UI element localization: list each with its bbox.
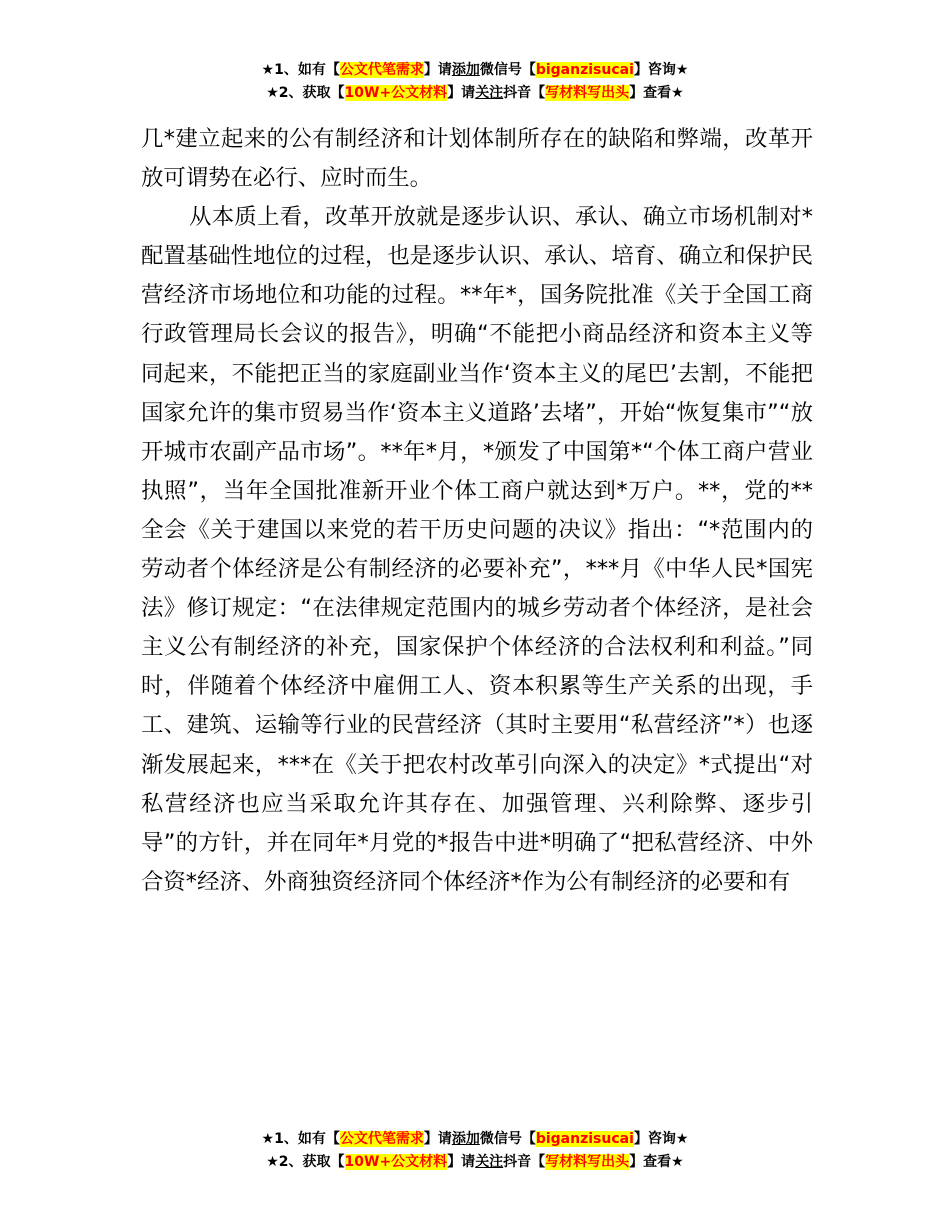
banner-highlight: 公文代笔需求 bbox=[339, 1131, 424, 1147]
banner-text: ★1、如有【 bbox=[261, 62, 340, 78]
paragraph: 几*建立起来的公有制经济和计划体制所存在的缺陷和弊端，改革开放可谓势在必行、应时而生。 bbox=[141, 126, 813, 192]
banner-highlight: 10W+公文材料 bbox=[344, 1154, 448, 1170]
banner-text: ★1、如有【 bbox=[261, 1131, 340, 1147]
banner-text: 微信号【 bbox=[479, 1131, 536, 1147]
banner-line-1 bbox=[0, 1128, 950, 1151]
banner-text: 】请 bbox=[423, 1131, 452, 1147]
banner-highlight: 公文代笔需求 bbox=[339, 62, 424, 78]
banner-underlined: 关注 bbox=[475, 85, 504, 101]
banner-text: 】请 bbox=[447, 1154, 476, 1170]
banner-text: ★2、获取【 bbox=[266, 85, 345, 101]
banner-text: 】查看★ bbox=[629, 85, 684, 101]
banner-text: 】咨询★ bbox=[633, 62, 689, 78]
banner-highlight: 写材料写出头 bbox=[545, 1154, 630, 1170]
banner-text: 】咨询★ bbox=[633, 1131, 689, 1147]
banner-text: 抖音【 bbox=[503, 1154, 546, 1170]
banner-underlined: 添加 bbox=[451, 62, 480, 78]
header-banner bbox=[0, 59, 950, 105]
banner-text: ★2、获取【 bbox=[266, 1154, 345, 1170]
banner-text: 】请 bbox=[423, 62, 452, 78]
banner-text: 微信号【 bbox=[479, 62, 536, 78]
banner-highlight: 写材料写出头 bbox=[545, 85, 630, 101]
banner-line-2 bbox=[0, 1151, 950, 1174]
banner-text: 抖音【 bbox=[503, 85, 546, 101]
banner-highlight: biganzisucai bbox=[535, 62, 634, 78]
banner-text: 】请 bbox=[447, 85, 476, 101]
footer-banner bbox=[0, 1128, 950, 1174]
banner-highlight: 10W+公文材料 bbox=[344, 85, 448, 101]
document-body bbox=[141, 120, 813, 902]
banner-highlight: biganzisucai bbox=[535, 1131, 634, 1147]
banner-line-2 bbox=[0, 82, 950, 105]
banner-underlined: 关注 bbox=[475, 1154, 504, 1170]
banner-text: 】查看★ bbox=[629, 1154, 684, 1170]
banner-underlined: 添加 bbox=[451, 1131, 480, 1147]
paragraph: 从本质上看，改革开放就是逐步认识、承认、确立市场机制对*配置基础性地位的过程，也是逐步认识、承认、培育、确立和保护民营经济市场地位和功能的过程。**年*，国务院批准《关于全国工商行政管理局长会议的报告》，明确“不能把小商品经济和资本主义等同起来，不能把正当的家庭副业当作‘资本主义的尾巴’去割，不能把国家允许的集市贸易当作‘资本主义道路’去堵”，开始“恢复集市”“放开城市农副产品市场”。**年*月，*颁发了中国第*“个体工商户营业执照”，当年全国批准新开业个体工商户就达到*万户。**，党的**全会《关于建国以来党的若干历史问题的决议》指出：“*范围内的劳动者个体经济是公有制经济的必要补充”，***月《中华人民*国宪法》修订规定：“在法律规定范围内的城乡劳动者个体经济，是社会主义公有制经济的补充，国家保护个体经济的合法权利和利益。”同时，伴随着个体经济中雇佣工人、资本积累等生产关系的出现，手工、建筑、运输等行业的民营经济（其时主要用“私营经济”*）也逐渐发展起来，***在《关于把农村改革引向深入的决定》*式提出“对私营经济也应当采取允许其存在、加强管理、兴利除弊、逐步引导”的方针，并在同年*月党的*报告中进*明确了“把私营经济、中外合资*经济、外商独资经济同个体经济*作为公有制经济的必要和有 bbox=[141, 204, 813, 895]
banner-line-1 bbox=[0, 59, 950, 82]
